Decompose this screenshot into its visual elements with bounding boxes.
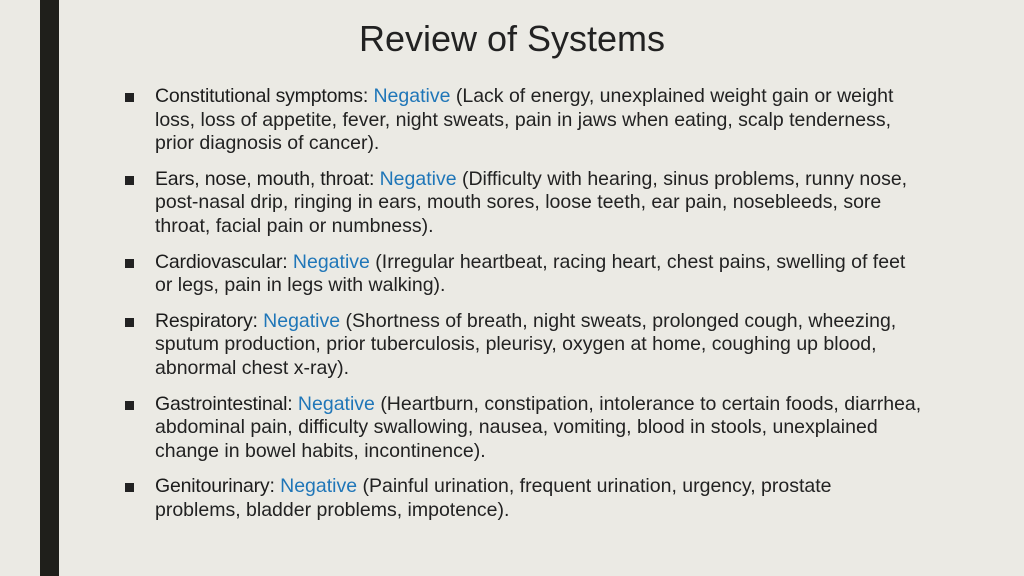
- item-detail: (Difficulty with hearing, sinus problems, runny nose, post-nasal drip, ringing in ears, mouth sores, loose teeth, ear pain, nosebleeds, sore throat, facial pain or numbness).: [155, 167, 908, 237]
- square-bullet-icon: [125, 483, 134, 492]
- item-detail: (Irregular heartbeat, racing heart, chest pains, swelling of feet or legs, pain in legs with walking).: [155, 250, 906, 297]
- item-label: Genitourinary:: [155, 475, 275, 498]
- item-status: Negative: [263, 309, 341, 332]
- item-detail: (Shortness of breath, night sweats, prolonged cough, wheezing, sputum production, prior tuberculosis, pleurisy, oxygen at home, coughing up blood, abnormal chest x-ray).: [155, 309, 897, 379]
- square-bullet-icon: [125, 93, 134, 102]
- item-status: Negative: [297, 392, 375, 415]
- square-bullet-icon: [125, 259, 134, 268]
- item-status: Negative: [280, 475, 358, 498]
- square-bullet-icon: [125, 176, 134, 185]
- item-label: Cardiovascular:: [155, 250, 288, 273]
- list-item-constitutional: [122, 85, 922, 156]
- square-bullet-icon: [125, 401, 134, 410]
- item-label: Respiratory:: [155, 309, 258, 332]
- item-detail: (Lack of energy, unexplained weight gain or weight loss, loss of appetite, fever, night sweats, pain in jaws when eating, scalp tenderness, prior diagnosis of cancer).: [155, 85, 894, 155]
- list-item-gastrointestinal: [122, 393, 922, 464]
- item-label: Constitutional symptoms:: [155, 85, 369, 107]
- item-detail: (Heartburn, constipation, intolerance to certain foods, diarrhea, abdominal pain, difficulty swallowing, nausea, vomiting, blood in stools, unexplained change in bowel habits, incontinence).: [155, 392, 922, 462]
- left-accent-bar: [40, 0, 59, 576]
- item-status: Negative: [292, 250, 370, 273]
- list-item-ears-nose-mouth-throat: [122, 168, 922, 239]
- list-item-genitourinary: [122, 475, 922, 522]
- item-detail: (Painful urination, frequent urination, urgency, prostate problems, bladder problems, impotence).: [155, 475, 832, 521]
- item-label: Gastrointestinal:: [155, 392, 293, 415]
- item-status: Negative: [373, 85, 451, 107]
- list-item-cardiovascular: [122, 251, 922, 298]
- systems-list: [122, 85, 922, 535]
- item-label: Ears, nose, mouth, throat:: [155, 167, 375, 190]
- list-item-respiratory: [122, 310, 922, 381]
- square-bullet-icon: [125, 318, 134, 327]
- slide-title: Review of Systems: [358, 18, 666, 59]
- item-status: Negative: [379, 167, 457, 190]
